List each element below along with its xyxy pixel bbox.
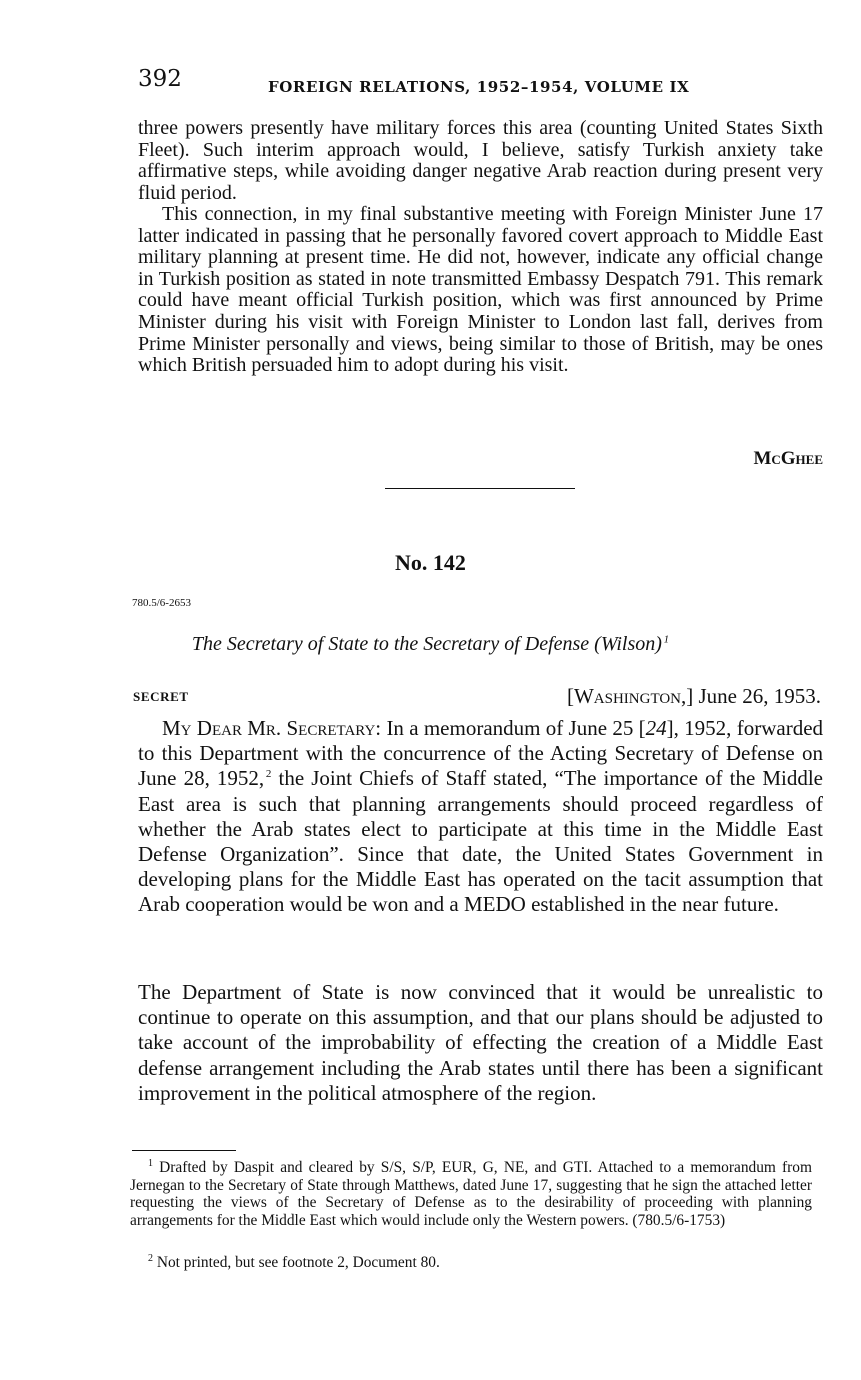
footnote-1-text: Drafted by Daspit and cleared by S/S, S/P, EUR, G, NE, and GTI. Attached to a memorandum from Jernegan to the Secretary of State through Matthews, dated June 17, suggesting that he sign the attached letter requesting the views of the Secretary of Defense as to the desirability of proceeding with planning arrangements for the Middle East which would include only the Western powers. (780.5/6-1753) [130, 1159, 812, 1229]
document-title-text: The Secretary of State to the Secretary of Defense (Wilson) [191, 633, 662, 655]
footnote-2-text: Not printed, but see footnote 2, Document 80. [156, 1254, 440, 1271]
footnote-2-mark: 2 [148, 1252, 153, 1264]
classification: SECRET [133, 689, 189, 704]
running-head [138, 66, 823, 102]
running-title: FOREIGN RELATIONS, 1952–1954, VOLUME IX [268, 78, 690, 96]
dateline-date: June 26, 1953. [698, 684, 821, 708]
signature: McGhee [753, 448, 823, 469]
continuation-paragraph-2: This connection, in my final substantive meeting with Foreign Minister June 17 latter indicated in passing that he personally favored covert approach to Middle East military planning at present time. He did not, however, indicate any official change in Turkish position as stated in note transmitted Embassy Despatch 791. This remark could have meant official Turkish position, which was first announced by Prime Minister during his visit with Foreign Minister to London last fall, derives from Prime Minister personally and views, being similar to those of British, may be ones which British persuaded him to adopt during his visit. [138, 203, 823, 377]
footnote-2 [130, 1254, 812, 1272]
letter-paragraph-1 [138, 716, 823, 918]
salutation: My Dear Mr. Secretary: [162, 716, 382, 740]
corrected-date: 24 [645, 716, 667, 740]
file-number: 780.5/6-2653 [132, 597, 191, 609]
letter-text-1b: ], 1952, forwarded to this Department with the concurrence of the Acting Secretary of Defense on June 28, 1952, [138, 716, 824, 791]
letter-text-1a: In a memorandum of June 25 [ [386, 716, 646, 740]
letter-text-1c: the Joint Chiefs of Staff stated, “The importance of the Middle East area is such that planning arrangements should proceed regardless of whether the Arab states elect to participate at this time in the Middle East Defense Organization”. Since that date, the United States Government in developing plans for the Middle East has operated on the tacit assumption that Arab cooperation would be won and a MEDO established in the near future. [138, 766, 823, 917]
continuation-paragraph-1: three powers presently have military forces this area (counting United States Sixth Fleet). Such interim approach would, I believe, satisfy Turkish anxiety take affirmative steps, while avoiding danger negative Arab reaction during present very fluid period. [138, 117, 823, 204]
title-footnote-ref[interactable]: 1 [663, 633, 670, 646]
footnote-divider [132, 1150, 236, 1151]
document-title [0, 633, 861, 656]
footnote-1-mark: 1 [148, 1157, 153, 1169]
dateline: [Washington,] June 26, 1953. [566, 684, 821, 708]
document-number: No. 142 [395, 550, 466, 575]
body-footnote-ref[interactable]: 2 [265, 768, 272, 781]
letter-paragraph-2: The Department of State is now convinced that it would be unrealistic to continue to operate on this assumption, and that our plans should be adjusted to take account of the improbability of effecting the creation of a Middle East defense arrangement including the Arab states until there has been a significant improvement in the political atmosphere of the region. [138, 980, 823, 1105]
footnote-1 [130, 1159, 812, 1229]
dateline-place: Washington, [573, 684, 687, 708]
page-number: 392 [138, 66, 182, 92]
section-divider [385, 488, 575, 489]
